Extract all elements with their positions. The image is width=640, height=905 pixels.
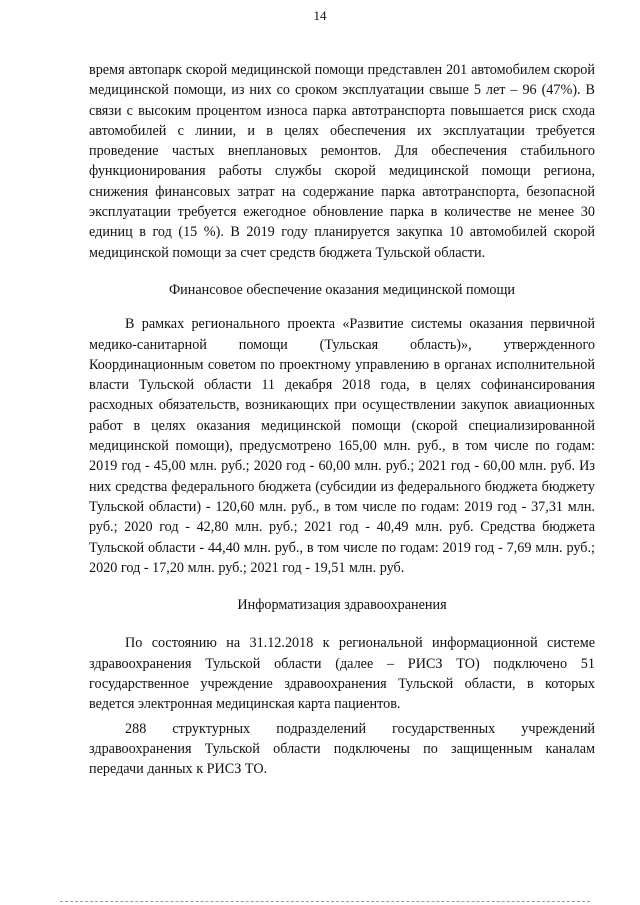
section-heading-informatization: Информатизация здравоохранения bbox=[237, 597, 447, 614]
paragraph-ambulance-fleet: время автопарк скорой медицинской помощи представлен 201 автомобилем скорой медицинской помощи, из них со сроком эксплуатации свыше 5 лет – 96 (47%). В связи с высоким процентом износа парка автотранспорта повышается риск схода автомобилей с линии, и в целях обеспечения их эксплуатации требуется проведение частых внеплановых ремонтов. Для обеспечения стабильного функционирования работы службы скорой медицинской помощи региона, снижения финансовых затрат на содержание парка автотранспорта, безопасной эксплуатации требуется ежегодное обновление парка в количестве не менее 30 единиц в год (15 %). В 2019 году планируется закупка 10 автомобилей скорой медицинской помощи за счет средств бюджета Тульской области. bbox=[89, 62, 595, 261]
paragraph-financing: В рамках регионального проекта «Развитие системы оказания первичной медико-санитарной помощи (Тульская область)», утвержденного Координационным советом по проектному управлению в органах исполнительной власти Тульской области 11 декабря 2018 года, в целях софинансирования расходных обязательств, возникающих при осуществлении закупок авиационных работ в целях оказания медицинской помощи (скорой специализированной медицинской помощи), предусмотрено 165,00 млн. руб., в том числе по годам: 2019 год - 45,00 млн. руб.; 2020 год - 60,00 млн. руб.; 2021 год - 60,00 млн. руб. Из них средства федерального бюджета (субсидии из федерального бюджета бюджету Тульской области) - 120,60 млн. руб., в том числе по годам: 2019 год - 37,31 млн. руб.; 2020 год - 42,80 млн. руб.; 2021 год - 40,49 млн. руб. Средства бюджета Тульской области - 44,40 млн. руб., в том числе по годам: 2019 год - 7,69 млн. руб.; 2020 год - 17,20 млн. руб.; 2021 год - 19,51 млн. руб. bbox=[89, 316, 595, 576]
section-heading-financing: Финансовое обеспечение оказания медицинской помощи bbox=[168, 281, 516, 298]
page-number: 14 bbox=[313, 8, 327, 23]
paragraph-structural-units: 288 структурных подразделений государственных учреждений здравоохранения Тульской области подключены по защищенным каналам передачи данных к РИСЗ ТО. bbox=[89, 720, 595, 778]
bottom-edge-rule bbox=[60, 901, 590, 902]
document-body bbox=[89, 60, 595, 780]
paragraph-risz-connections: По состоянию на 31.12.2018 к региональной информационной системе здравоохранения Тульской области (далее – РИСЗ ТО) подключено 51 государственное учреждение здравоохранения Тульской области, в которых ведется электронная медицинская карта пациентов. bbox=[89, 635, 595, 713]
